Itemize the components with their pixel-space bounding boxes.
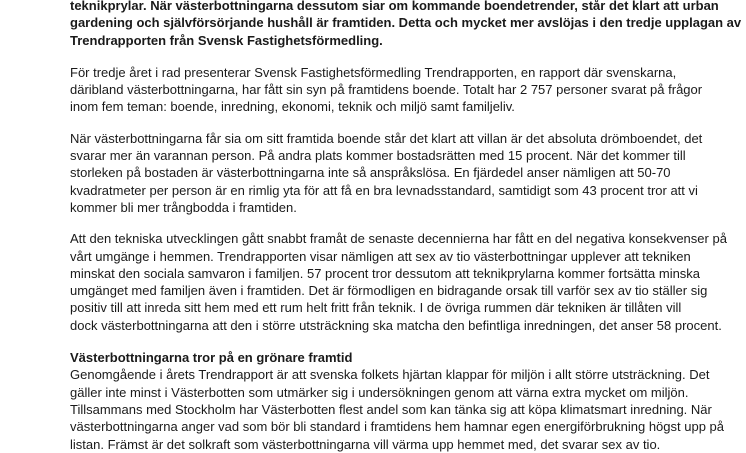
document-page <box>70 0 742 453</box>
body-line: positiv till att inreda sitt hem med ett rum helt fritt från teknik. I de övriga rummen där tekniken är tillåten vill <box>70 300 682 316</box>
lead-line: gardening och självförsörjande hushåll är framtiden. Detta och mycket mer avslöjas i den tredje upplagan av <box>70 15 742 31</box>
body-line: vårt umgänge i hemmen. Trendrapporten visar nämligen att sex av tio västerbottningar upplever att tekniken <box>70 248 691 264</box>
section-green-future <box>70 349 725 453</box>
body-paragraph-3 <box>70 230 727 334</box>
body-line: storleken på bostaden är västerbottningarna inte så anspråkslösa. En fjärdedel anser nämligen att 50-70 <box>70 165 671 181</box>
body-line: svarar mer än varannan person. På andra plats kommer bostadsrätten med 15 procent. När det kommer till <box>70 148 686 164</box>
body-line: Tillsammans med Stockholm har Västerbotten flest andel som kan tänka sig att köpa klimatsmart inredning. När <box>70 401 712 417</box>
body-line: däribland västerbottningarna, har fått sin syn på framtidens boende. Totalt har 2 757 personer svarat på frågor <box>70 82 703 98</box>
body-line: umgänget med familjen även i framtiden. Det är förmodligen en bidragande orsak till varför sex av tio ställer sig <box>70 283 708 299</box>
body-line: kvadratmeter per person är en rimlig yta för att få en bra levnadsstandard, samtidigt som 43 procent tror att vi <box>70 182 698 198</box>
body-line: Genomgående i årets Trendrapport är att svenska folkets hjärtan klappar för miljön i allt större utsträckning. Det <box>70 367 710 383</box>
body-line: När västerbottningarna får sia om sitt framtida boende står det klart att villan är det absoluta drömboendet, det <box>70 130 703 146</box>
lead-line: Trendrapporten från Svensk Fastighetsförmedling. <box>70 32 383 48</box>
body-line: kommer bli mer trångbodda i framtiden. <box>70 199 297 215</box>
body-line: västerbottningarna anger vad som bör bli standard i framtidens hem hamnar egen energiförbrukning högst upp på <box>70 419 725 435</box>
body-line: dock västerbottningarna att den i större utsträckning ska matcha den befintliga inredningen, det anser 58 procent. <box>70 317 722 333</box>
lead-line: teknikprylar. När västerbottningarna dessutom siar om kommande boendetrender, står det klart att urban <box>70 0 719 13</box>
body-paragraph-1 <box>70 64 720 116</box>
body-line: gäller inte minst i Västerbotten som utmärker sig i undersökningen genom att värna extra mycket om miljön. <box>70 384 689 400</box>
body-line: För tredje året i rad presenterar Svensk Fastighetsförmedling Trendrapporten, en rapport där svenskarna, <box>70 64 677 80</box>
body-line: listan. Främst är det solkraft som västerbottningarna vill värma upp hemmet med, det svarar sex av tio. <box>70 436 661 452</box>
body-paragraph-2 <box>70 130 720 216</box>
body-line: inom fem teman: boende, inredning, ekonomi, teknik och miljö samt familjeliv. <box>70 99 515 115</box>
lead-paragraph <box>70 0 742 49</box>
body-line: minskat den sociala samvaron i familjen. 57 procent tror dessutom att teknikprylarna kommer fortsätta minska <box>70 265 701 281</box>
section-heading: Västerbottningarna tror på en grönare framtid <box>70 350 353 366</box>
body-line: Att den tekniska utvecklingen gått snabbt framåt de senaste decennierna har fått en del negativa konsekvenser på <box>70 231 727 247</box>
